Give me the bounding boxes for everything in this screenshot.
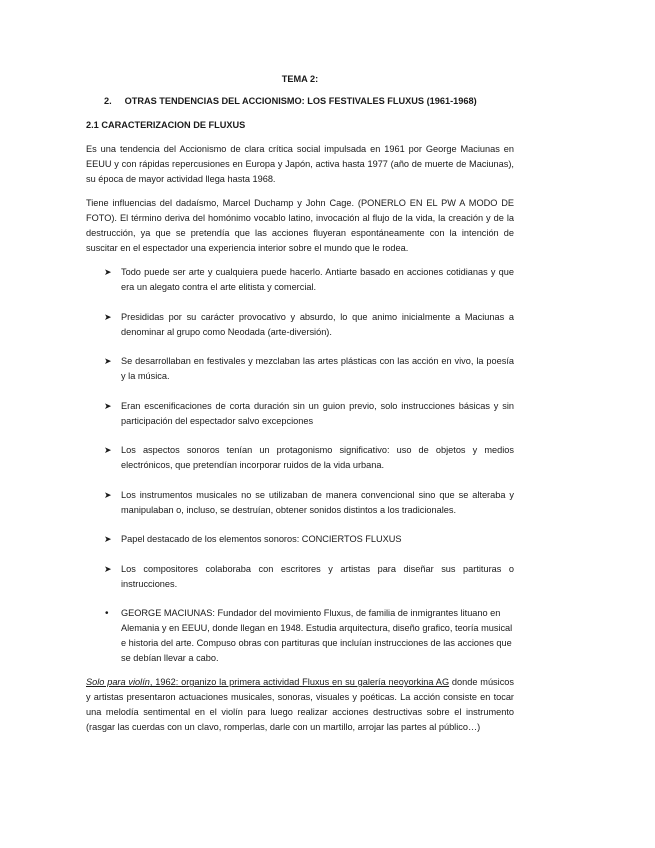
list-item bbox=[86, 399, 514, 429]
work-title: Solo para violín bbox=[86, 677, 150, 687]
paragraph-intro: Es una tendencia del Accionismo de clara crítica social impulsada en 1961 por George Maciunas en EEUU y con rápidas repercusiones en Europa y Japón, activa hasta 1977 (año de muerte de Maciunas), su época de mayor actividad llega hasta 1968. bbox=[86, 144, 514, 184]
section-heading-text: OTRAS TENDENCIAS DEL ACCIONISMO: LOS FESTIVALES FLUXUS (1961-1968) bbox=[124, 96, 477, 106]
characteristics-list bbox=[86, 265, 514, 592]
list-item-text: Presididas por su carácter provocativo y absurdo, lo que animo inicialmente a Maciunas a denominar al grupo como Neodada (arte-diversión). bbox=[121, 311, 514, 337]
arrow-bullet-icon: ➤ bbox=[104, 400, 112, 411]
maciunas-bullet-text: GEORGE MACIUNAS: Fundador del movimiento Fluxus, de familia de inmigrantes lituano en Alemania y en EEUU, donde llegan en 1948. Estudia arquitectura, diseño grafico, teoría musical e historia del arte. Compuso obras con partituras que incluían instrucciones de las acciones que se debían llevar a cabo. bbox=[121, 608, 513, 663]
arrow-bullet-icon: ➤ bbox=[104, 563, 112, 574]
arrow-bullet-icon: ➤ bbox=[104, 445, 112, 455]
list-item bbox=[86, 532, 514, 547]
list-item bbox=[86, 310, 514, 340]
list-item-text: Se desarrollaban en festivales y mezclaban las artes plásticas con las acción en vivo, la poesía y la música. bbox=[121, 356, 514, 381]
list-item bbox=[86, 443, 514, 473]
work-year: , 1962 bbox=[149, 677, 176, 687]
list-item-text: Los aspectos sonoros tenían un protagonismo significativo: uso de objetos y medios electrónicos, que pretendían incorporar ruidos de la vida urbana. bbox=[121, 445, 514, 470]
work-description-underlined: : organizo la primera actividad Fluxus en su galería neoyorkina AG bbox=[175, 677, 450, 687]
subsection-heading: 2.1 CARACTERIZACION DE FLUXUS bbox=[86, 120, 246, 130]
arrow-bullet-icon: ➤ bbox=[104, 489, 112, 500]
section-number: 2. bbox=[104, 96, 112, 106]
arrow-bullet-icon: ➤ bbox=[104, 311, 112, 322]
list-item-text: Eran escenificaciones de corta duración sin un guion previo, solo instrucciones básicas y sin participación del espectador salvo excepciones bbox=[121, 400, 514, 426]
list-item bbox=[86, 354, 514, 384]
arrow-bullet-icon: ➤ bbox=[104, 267, 112, 277]
bullet-dot-icon: • bbox=[105, 608, 109, 619]
work-description: donde músicos y artistas presentaron actuaciones musicales, sonoras, visuales y poéticas. La acción consiste en tocar una melodía sentimental en el violín para luego realizar acciones destructivas sobre el instrumento (rasgar las cuerdas con un clavo, romperlas, darle con un martillo, arrojar las partes al público…) bbox=[86, 677, 514, 732]
list-item-text: Papel destacado de los elementos sonoros: CONCIERTOS FLUXUS bbox=[121, 534, 402, 544]
paragraph-influences: Tiene influencias del dadaísmo, Marcel Duchamp y John Cage. (PONERLO EN EL PW A MODO DE FOTO). El término deriva del homónimo vocablo latino, invocación al flujo de la vida, la creación y de la destrucción, ya que se pretendía que las acciones fluyeran espontáneamente con la intención de suscitar en el espectador una experiencia interior sobre el mundo que le rodea. bbox=[86, 198, 514, 253]
list-item-text: Los compositores colaboraba con escritores y artistas para diseñar sus partituras o instrucciones. bbox=[121, 563, 514, 589]
paragraph-solo-para-violin bbox=[86, 675, 514, 735]
section-heading bbox=[86, 94, 514, 109]
document-page bbox=[86, 72, 514, 735]
arrow-bullet-icon: ➤ bbox=[104, 356, 112, 366]
arrow-bullet-icon: ➤ bbox=[104, 534, 112, 544]
list-item bbox=[86, 488, 514, 518]
list-item-text: Los instrumentos musicales no se utilizaban de manera convencional sino que se alteraba y manipulaban o, incluso, se destruían, obtener sonidos distintos a los tradicionales. bbox=[121, 489, 514, 515]
document-title: TEMA 2: bbox=[281, 74, 319, 84]
list-item bbox=[86, 562, 514, 592]
maciunas-bullet bbox=[86, 606, 514, 666]
list-item-text: Todo puede ser arte y cualquiera puede hacerlo. Antiarte basado en acciones cotidianas y que era un alegato contra el arte elitista y comercial. bbox=[121, 267, 514, 292]
list-item bbox=[86, 265, 514, 295]
